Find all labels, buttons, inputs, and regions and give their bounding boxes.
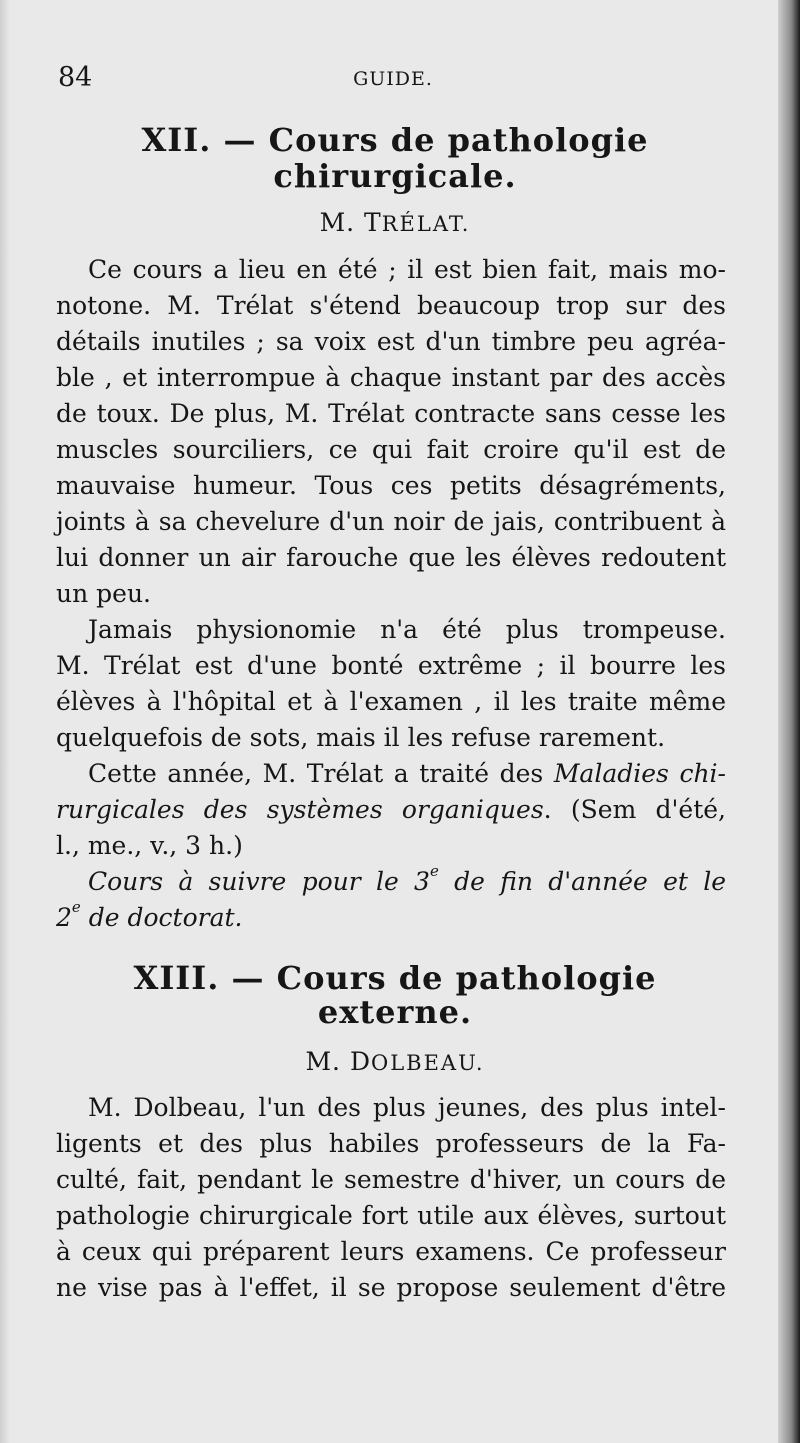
book-spine-shadow bbox=[778, 0, 800, 1443]
text-line bbox=[56, 900, 726, 936]
author-surname: OLBEAU. bbox=[371, 1051, 485, 1075]
running-head bbox=[58, 62, 728, 102]
text-line bbox=[56, 792, 726, 828]
running-title: GUIDE. bbox=[353, 68, 433, 90]
text-line: détails inutiles ; sa voix est d'un timbre peu agréa- bbox=[56, 327, 726, 356]
course-title-italic: rurgicales des systèmes organiques bbox=[56, 795, 544, 824]
superscript: e bbox=[71, 898, 81, 916]
text-line: ligents et des plus habiles professeurs de la Fa- bbox=[56, 1129, 726, 1158]
text-line: M. Trélat est d'une bonté extrême ; il bourre les bbox=[56, 651, 726, 680]
author-initial: M. T bbox=[319, 208, 382, 237]
text-line: culté, fait, pendant le semestre d'hiver, un cours de bbox=[56, 1165, 726, 1194]
text-run: Cours à suivre pour le 3 bbox=[88, 867, 430, 896]
text-line: notone. M. Trélat s'étend beaucoup trop sur des bbox=[56, 291, 726, 320]
section-heading-xii-line2: chirurgicale. bbox=[273, 157, 517, 195]
text-line: élèves à l'hôpital et à l'examen , il les traite même bbox=[56, 687, 726, 716]
author-trelat bbox=[60, 208, 730, 237]
text-line bbox=[56, 864, 726, 900]
section-heading-xiii-line2: externe. bbox=[317, 993, 473, 1031]
text-line: ble , et interrompue à chaque instant par des accès bbox=[56, 363, 726, 392]
text-line: joints à sa chevelure d'un noir de jais, contribuent à bbox=[56, 507, 726, 536]
text-line: l., me., v., 3 h.) bbox=[56, 831, 243, 860]
text-run: 2 bbox=[56, 903, 72, 932]
text-line: de toux. De plus, M. Trélat contracte sans cesse les bbox=[56, 399, 726, 428]
page-left-edge bbox=[0, 0, 10, 1443]
author-initial: M. D bbox=[305, 1047, 371, 1076]
page-number: 84 bbox=[58, 62, 93, 93]
text-line: pathologie chirurgicale fort utile aux élèves, surtout bbox=[56, 1201, 726, 1230]
section-heading-xii-line1: XII. — Cours de pathologie bbox=[141, 121, 649, 159]
text-line: à ceux qui préparent leurs examens. Ce professeur bbox=[56, 1237, 726, 1266]
text-line: quelquefois de sots, mais il les refuse rarement. bbox=[56, 723, 666, 752]
text-line: muscles sourciliers, ce qui fait croire qu'il est de bbox=[56, 435, 726, 464]
text-line: mauvaise humeur. Tous ces petits désagréments, bbox=[56, 471, 726, 500]
section-heading-xiii-line1: XIII. — Cours de pathologie bbox=[133, 959, 657, 997]
text-line bbox=[56, 756, 726, 792]
author-dolbeau bbox=[60, 1047, 730, 1076]
author-surname: RÉLAT. bbox=[381, 212, 471, 236]
text-line: Ce cours a lieu en été ; il est bien fait, mais mo- bbox=[88, 255, 726, 284]
text-line: un peu. bbox=[56, 579, 151, 608]
text-run: . (Sem d'été, bbox=[543, 795, 727, 824]
text-run: de doctorat. bbox=[80, 903, 243, 932]
text-line: Jamais physionomie n'a été plus trompeuse. bbox=[88, 615, 726, 644]
text-run: de fin d'année et le bbox=[438, 867, 726, 896]
superscript: e bbox=[429, 862, 439, 880]
course-title-italic: Maladies chi- bbox=[553, 759, 726, 788]
text-run: Cette année, M. Trélat a traité des bbox=[88, 759, 554, 788]
text-line: lui donner un air farouche que les élèves redoutent bbox=[56, 543, 726, 572]
text-line: ne vise pas à l'effet, il se propose seulement d'être bbox=[56, 1273, 726, 1302]
text-line: M. Dolbeau, l'un des plus jeunes, des plus intel- bbox=[88, 1093, 726, 1122]
